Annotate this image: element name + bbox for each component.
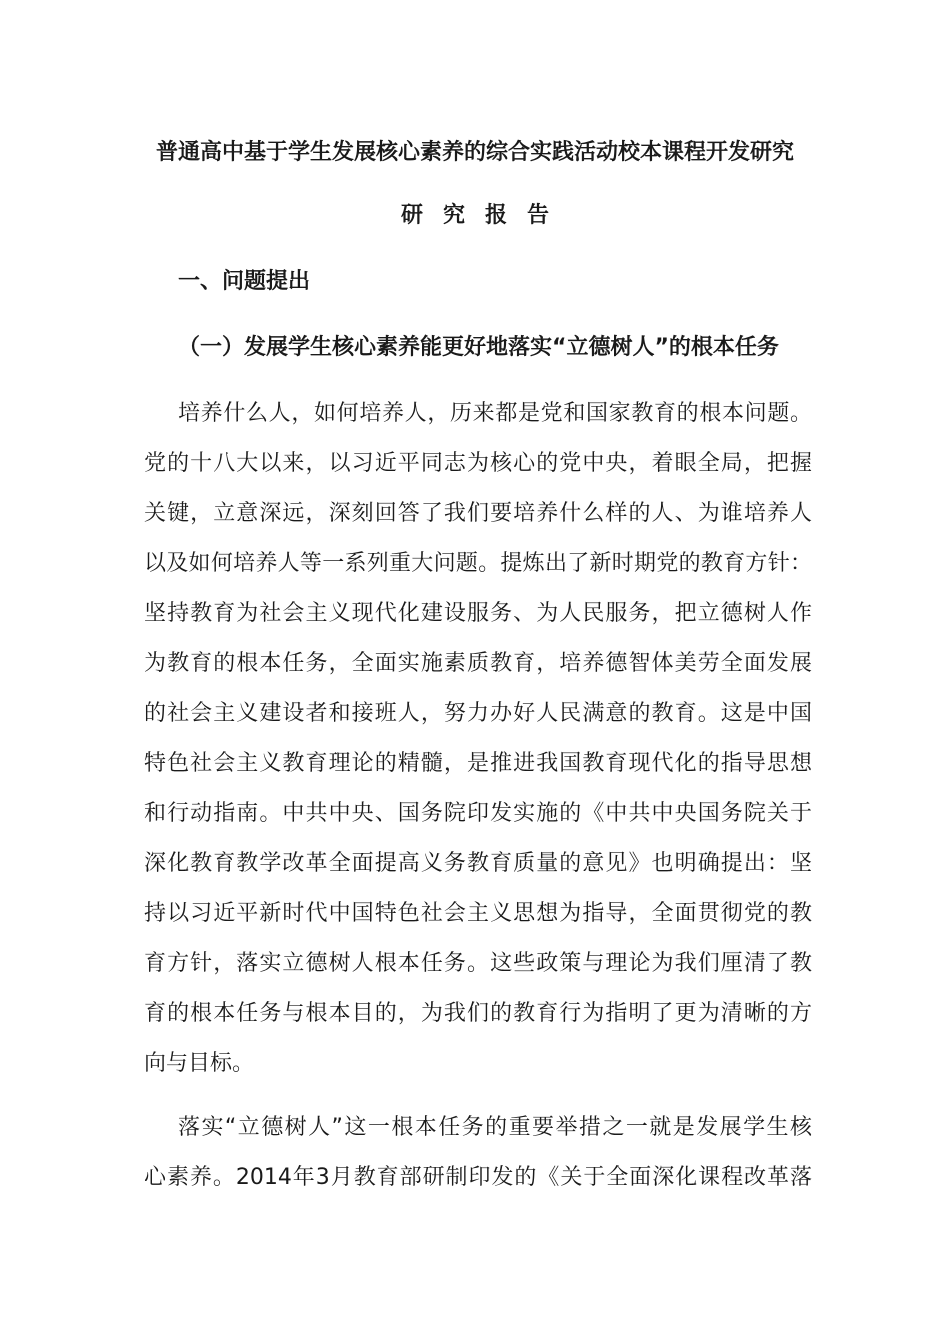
paragraph-line: 的社会主义建设者和接班人，努力办好人民满意的教育。这是中国 bbox=[144, 701, 812, 726]
paragraph-line: 育方针，落实立德树人根本任务。这些政策与理论为我们厘清了教 bbox=[144, 951, 812, 976]
paragraph-line: 落实“立德树人”这一根本任务的重要举措之一就是发展学生核 bbox=[178, 1115, 812, 1140]
paragraph-line: 深化教育教学改革全面提高义务教育质量的意见》也明确提出：坚 bbox=[144, 851, 812, 876]
paragraph-line: 培养什么人，如何培养人，历来都是党和国家教育的根本问题。 bbox=[178, 401, 812, 426]
paragraph-line: 持以习近平新时代中国特色社会主义思想为指导，全面贯彻党的教 bbox=[144, 901, 812, 926]
paragraph-line: 坚持教育为社会主义现代化建设服务、为人民服务，把立德树人作 bbox=[144, 601, 812, 626]
paragraph-line: 以及如何培养人等一系列重大问题。提炼出了新时期党的教育方针： bbox=[144, 551, 812, 576]
paragraph-line: 向与目标。 bbox=[144, 1051, 255, 1076]
paragraph-line: 关键，立意深远，深刻回答了我们要培养什么样的人、为谁培养人 bbox=[144, 501, 812, 526]
paragraph-2 bbox=[144, 1103, 812, 1203]
subsection-heading: （一）发展学生核心素养能更好地落实“立德树人”的根本任务 bbox=[178, 335, 779, 360]
document-subtitle: 研究报告 bbox=[400, 203, 569, 228]
paragraph-line: 党的十八大以来，以习近平同志为核心的党中央，着眼全局，把握 bbox=[144, 451, 812, 476]
paragraph-line: 心素养。2014年3月教育部研制印发的《关于全面深化课程改革落 bbox=[144, 1165, 812, 1190]
paragraph-1 bbox=[144, 389, 812, 1089]
paragraph-line: 为教育的根本任务，全面实施素质教育，培养德智体美劳全面发展 bbox=[144, 651, 812, 676]
section-heading: 一、问题提出 bbox=[178, 269, 311, 294]
paragraph-line: 和行动指南。中共中央、国务院印发实施的《中共中央国务院关于 bbox=[144, 801, 812, 826]
paragraph-line: 特色社会主义教育理论的精髓，是推进我国教育现代化的指导思想 bbox=[144, 751, 812, 776]
paragraph-line: 育的根本任务与根本目的，为我们的教育行为指明了更为清晰的方 bbox=[144, 1001, 812, 1026]
document-title: 普通高中基于学生发展核心素养的综合实践活动校本课程开发研究 bbox=[155, 140, 794, 165]
